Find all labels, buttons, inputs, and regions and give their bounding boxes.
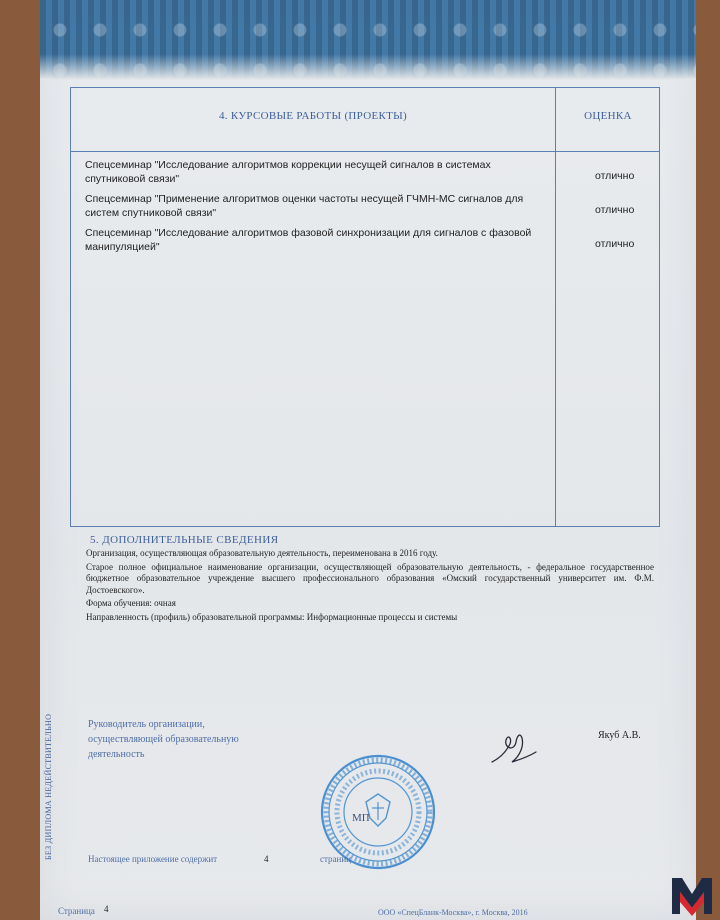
appendix-page-count	[88, 854, 351, 864]
signature-icon	[486, 722, 546, 772]
table-row	[85, 192, 645, 226]
info-line: Направленность (профиль) образовательной программы: Информационные процессы и системы	[86, 611, 458, 622]
head-of-organization-label: Руководитель организации, осуществляющей образовательную деятельность	[88, 719, 239, 760]
head-name: Якуб А.В.	[598, 730, 641, 741]
info-line: Организация, осуществляющая образовательную деятельность, переименована в 2016 году.	[86, 548, 438, 558]
grade-column-header: ОЦЕНКА	[584, 110, 632, 122]
table-row	[85, 158, 645, 192]
info-line: Старое полное официальное наименование организации, осуществляющей образовательную деятельность, - федеральное государственное бюджетное образовательное учреждение высшего профессионального образования «Омский государственный университет им. Ф.М. Достоевского».	[86, 561, 654, 595]
table-column-divider	[555, 88, 556, 526]
page-label: Страница	[58, 906, 95, 916]
coursework-grade: отлично	[595, 170, 635, 182]
section4-title: 4. КУРСОВЫЕ РАБОТЫ (ПРОЕКТЫ)	[219, 110, 407, 122]
coursework-title: Спецсеминар "Применение алгоритмов оценки частоты несущей ГЧМН-МС сигналов для систем спутниковой связи"	[85, 193, 524, 219]
coursework-grade: отлично	[595, 204, 635, 216]
coursework-rows	[85, 158, 645, 260]
printer-imprint: ООО «СпецБланк-Москва», г. Москва, 2016	[378, 908, 528, 917]
coursework-table	[70, 87, 660, 527]
coursework-title: Спецсеминар "Исследование алгоритмов коррекции несущей сигналов в системах спутниковой связи"	[85, 159, 491, 185]
table-header-divider	[71, 151, 659, 152]
decorative-header-band	[40, 0, 696, 80]
section5-title: 5. ДОПОЛНИТЕЛЬНЫЕ СВЕДЕНИЯ	[90, 534, 279, 546]
appendix-pages: 4	[264, 854, 269, 864]
additional-info	[86, 548, 654, 625]
coursework-title: Спецсеминар "Исследование алгоритмов фазовой синхронизации для сигналов с фазовой манипуляцией"	[85, 227, 532, 253]
page-number: 4	[104, 904, 109, 914]
info-line: Форма обучения: очная	[86, 598, 176, 608]
coursework-grade: отлично	[595, 238, 635, 250]
table-row	[85, 226, 645, 260]
stamp-mark: МП	[352, 812, 370, 824]
appendix-prefix: Настоящее приложение содержит	[88, 854, 218, 864]
side-validity-note: БЕЗ ДИПЛОМА НЕДЕЙСТВИТЕЛЬНО	[44, 713, 53, 860]
m-logo-icon	[668, 872, 716, 916]
appendix-suffix: страниц	[320, 854, 351, 864]
